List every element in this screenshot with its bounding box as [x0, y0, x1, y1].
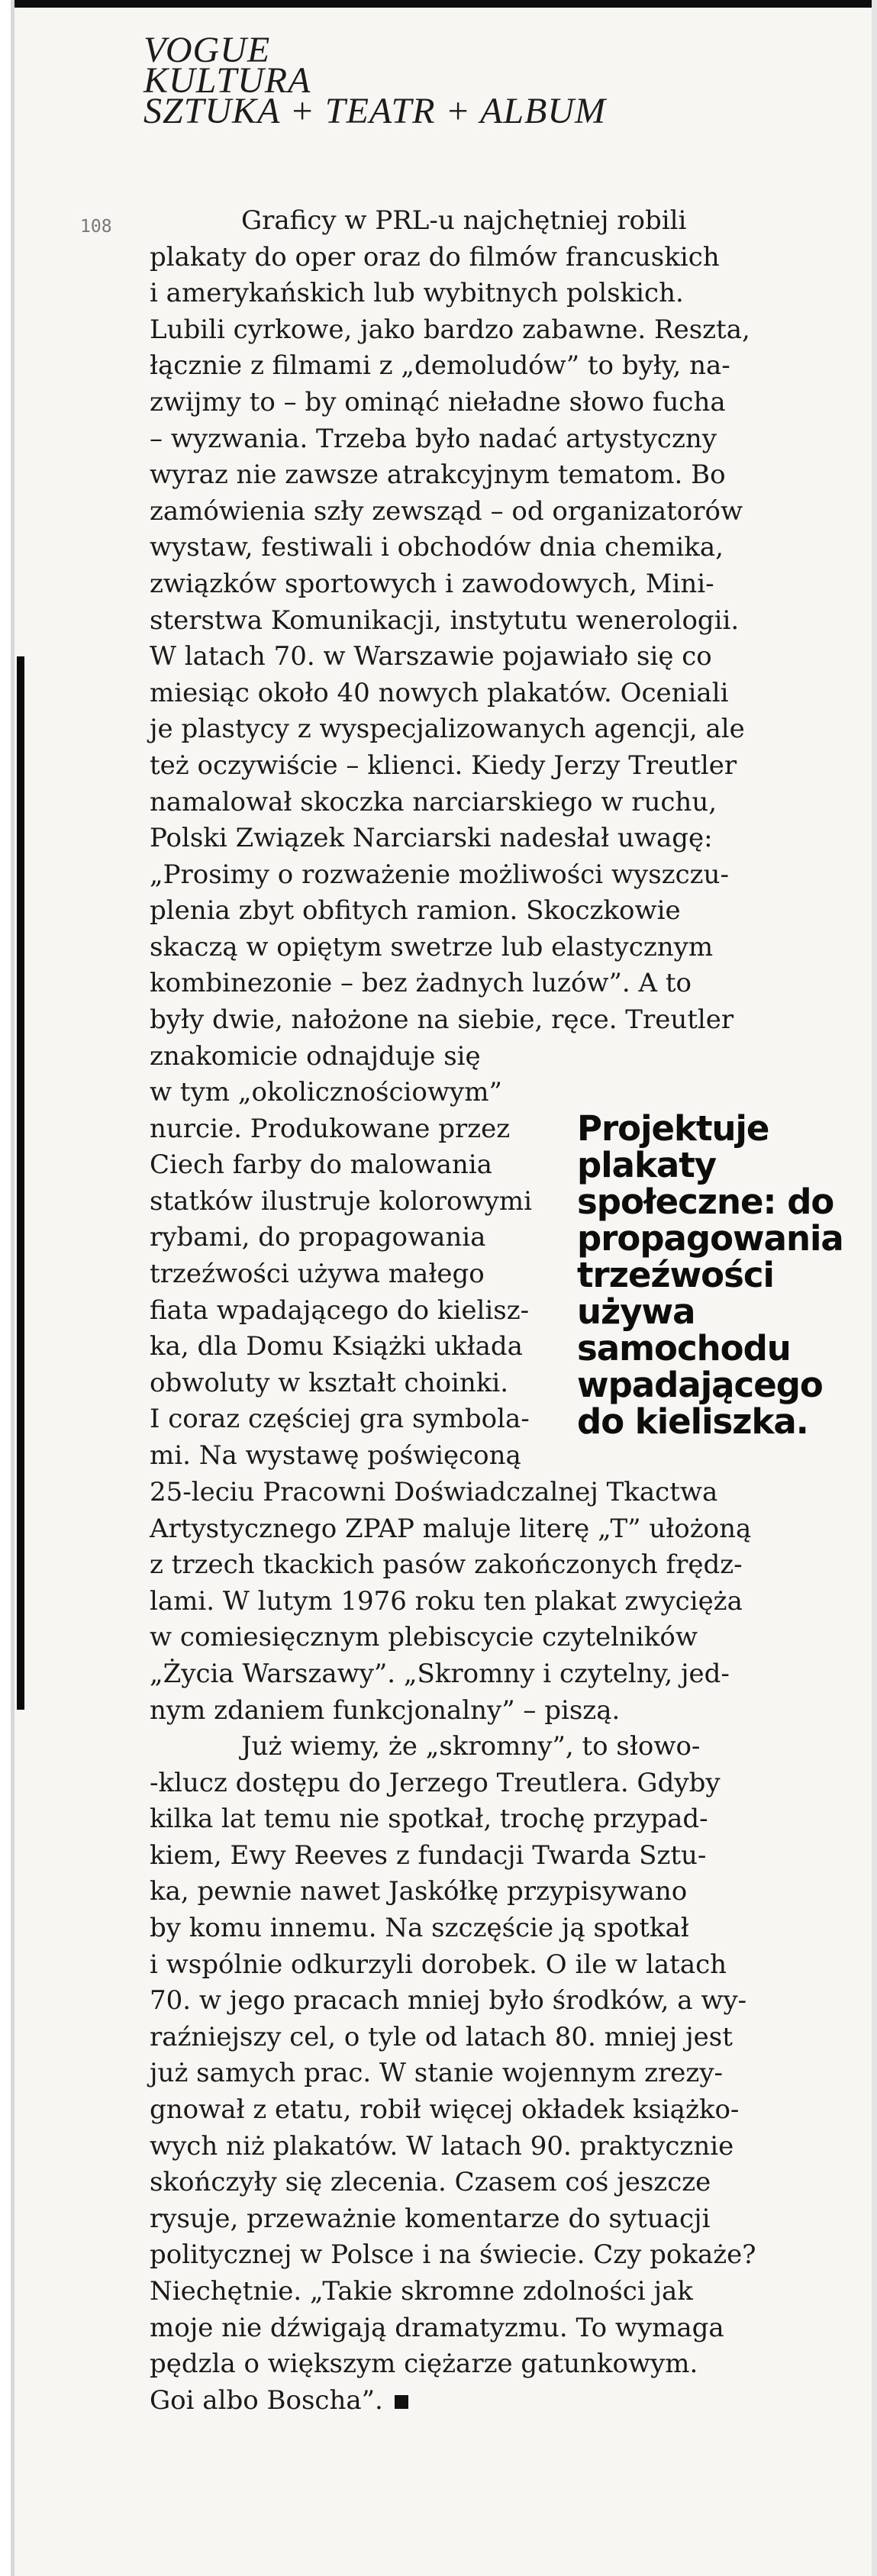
- header-line: KULTURA: [143, 60, 311, 101]
- top-rule: [0, 0, 877, 8]
- text-line: znakomicie odnajduje się: [150, 1040, 481, 1072]
- text-line: wych niż plakatów. W latach 90. praktycznie: [150, 2130, 734, 2162]
- text-line: I coraz częściej gra symbola-: [150, 1404, 530, 1435]
- article-paragraph-2: [150, 1729, 756, 2419]
- text-line: fiata wpadającego do kielisz-: [150, 1294, 530, 1326]
- text-line: sterstwa Komunikacji, instytutu wenerologii.: [150, 605, 740, 636]
- article-paragraph-1-end: [150, 1475, 752, 1729]
- spine-mark: [17, 656, 24, 1710]
- text-line: 25-leciu Pracowni Doświadczalnej Tkactwa: [150, 1477, 718, 1507]
- text-line: i amerykańskich lub wybitnych polskich.: [150, 278, 684, 309]
- text-line: i wspólnie odkurzyli dorobek. O ile w latach: [150, 1949, 727, 1980]
- text-line: kombinezonie – bez żadnych luzów”. A to: [150, 968, 692, 999]
- text-line: wyraz nie zawsze atrakcyjnym tematom. Bo: [150, 459, 726, 491]
- text-line: Goi albo Boscha”.: [150, 2384, 383, 2416]
- text-line: je plastycy z wyspecjalizowanych agencji, ale: [150, 714, 745, 745]
- text-line: kiem, Ewy Reeves z fundacji Twarda Sztu-: [150, 1839, 707, 1871]
- text-line: Niechętnie. „Takie skromne zdolności jak: [150, 2275, 693, 2307]
- text-line: „Życia Warszawy”. „Skromny i czytelny, jed-: [150, 1658, 730, 1689]
- text-line: 70. w jego pracach mniej było środków, a wy-: [150, 1985, 747, 2017]
- pull-quote-line: do kieliszka.: [577, 1401, 808, 1442]
- text-line: plakaty do oper oraz do filmów francuskich: [150, 241, 720, 272]
- text-line: też oczywiście – klienci. Kiedy Jerzy Treutler: [150, 750, 737, 781]
- text-line: z trzech tkackich pasów zakończonych frędz-: [150, 1549, 743, 1581]
- pull-quote-line: Projektuje: [577, 1108, 769, 1149]
- header-line: SZTUKA + TEATR + ALBUM: [143, 91, 606, 131]
- text-line: plenia zbyt obfitych ramion. Skoczkowie: [150, 895, 681, 927]
- pull-quote-line: trzeźwości: [577, 1255, 774, 1295]
- end-of-article-square-icon: [395, 2395, 408, 2409]
- text-line: Lubili cyrkowe, jako bardzo zabawne. Reszta,: [150, 314, 750, 345]
- text-line: -klucz dostępu do Jerzego Treutlera. Gdyby: [150, 1767, 721, 1798]
- text-line: Ciech farby do malowania: [150, 1149, 492, 1181]
- pull-quote-line: wpadającego: [577, 1365, 823, 1405]
- text-line: Polski Związek Narciarski nadesłał uwagę:: [150, 823, 713, 854]
- text-line: skończyły się zlecenia. Czasem coś jeszcze: [150, 2167, 711, 2198]
- text-line: pędzla o większym ciężarze gatunkowym.: [150, 2349, 698, 2380]
- text-line: trzeźwości używa małego: [150, 1258, 485, 1289]
- text-line: łącznie z filmami z „demoludów” to były, na-: [150, 350, 730, 382]
- section-header: [143, 30, 606, 131]
- text-line: skaczą w opiętym swetrze lub elastycznym: [150, 931, 714, 962]
- article-narrow-column: [150, 1075, 562, 1475]
- pull-quote-line: samochodu: [577, 1328, 791, 1369]
- text-line: moje nie dźwigają dramatyzmu. To wymaga: [150, 2312, 724, 2343]
- text-line: Artystycznego ZPAP maluje literę „T” ułożoną: [150, 1513, 752, 1544]
- text-line: rybami, do propagowania: [150, 1222, 486, 1253]
- page-edge-left: [0, 0, 11, 2576]
- page-edge-shadow: [11, 0, 15, 2576]
- text-line: nurcie. Produkowane przez: [150, 1113, 511, 1144]
- text-line: były dwie, nałożone na siebie, ręce. Treutler: [150, 1004, 734, 1036]
- text-line: ka, dla Domu Książki układa: [150, 1331, 523, 1362]
- text-line: w comiesięcznym plebiscycie czytelników: [150, 1622, 698, 1653]
- text-line: obwoluty w kształt choinki.: [150, 1367, 509, 1398]
- text-line: miesiąc około 40 nowych plakatów. Oceniali: [150, 677, 729, 708]
- page-number: 108: [80, 217, 112, 237]
- text-line: raźniejszy cel, o tyle od latach 80. mniej jest: [150, 2021, 733, 2052]
- text-line: nym zdaniem funkcjonalny” – piszą.: [150, 1694, 621, 1726]
- text-line: politycznej w Polsce i na świecie. Czy pokaże?: [150, 2239, 756, 2271]
- text-line: – wyzwania. Trzeba było nadać artystyczny: [150, 423, 717, 454]
- text-line: Graficy w PRL-u najchętniej robili: [241, 205, 687, 236]
- header-line: VOGUE: [143, 30, 271, 70]
- pull-quote-line: plakaty: [577, 1145, 717, 1185]
- pull-quote-line: używa: [577, 1291, 695, 1332]
- text-line: zwijmy to – by ominąć nieładne słowo fucha: [150, 386, 726, 418]
- text-line: związków sportowych i zawodowych, Mini-: [150, 568, 714, 599]
- pull-quote-line: propagowania: [577, 1218, 843, 1259]
- last-line: [150, 2383, 730, 2420]
- pull-quote: [577, 1108, 843, 1442]
- text-line: ka, pewnie nawet Jaskółkę przypisywano: [150, 1876, 688, 1907]
- text-line: mi. Na wystawę poświęconą: [150, 1440, 521, 1471]
- text-line: „Prosimy o rozważenie możliwości wyszczu-: [150, 859, 729, 890]
- text-line: kilka lat temu nie spotkał, trochę przypad-: [150, 1804, 708, 1835]
- pull-quote-line: społeczne: do: [577, 1182, 834, 1222]
- text-line: rysuje, przeważnie komentarze do sytuacji: [150, 2203, 711, 2234]
- text-line: lami. W lutym 1976 roku ten plakat zwycięża: [150, 1585, 743, 1617]
- text-line: W latach 70. w Warszawie pojawiało się co: [150, 641, 712, 672]
- text-line: Już wiemy, że „skromny”, to słowo-: [241, 1731, 701, 1762]
- text-line: zamówienia szły zewsząd – od organizatorów: [150, 495, 743, 527]
- text-line: by komu innemu. Na szczęście ją spotkał: [150, 1912, 689, 1943]
- text-line: już samych prac. W stanie wojennym zrezy-: [150, 2058, 724, 2089]
- page-edge-right: [872, 0, 877, 2576]
- text-line: wystaw, festiwali i obchodów dnia chemika,: [150, 532, 724, 563]
- text-line: namalował skoczka narciarskiego w ruchu,: [150, 786, 717, 817]
- article-paragraph-1: [150, 203, 750, 1075]
- text-line: w tym „okolicznościowym”: [150, 1077, 502, 1107]
- text-line: gnował z etatu, robił więcej okładek książko-: [150, 2094, 740, 2125]
- text-line: statków ilustruje kolorowymi: [150, 1185, 532, 1217]
